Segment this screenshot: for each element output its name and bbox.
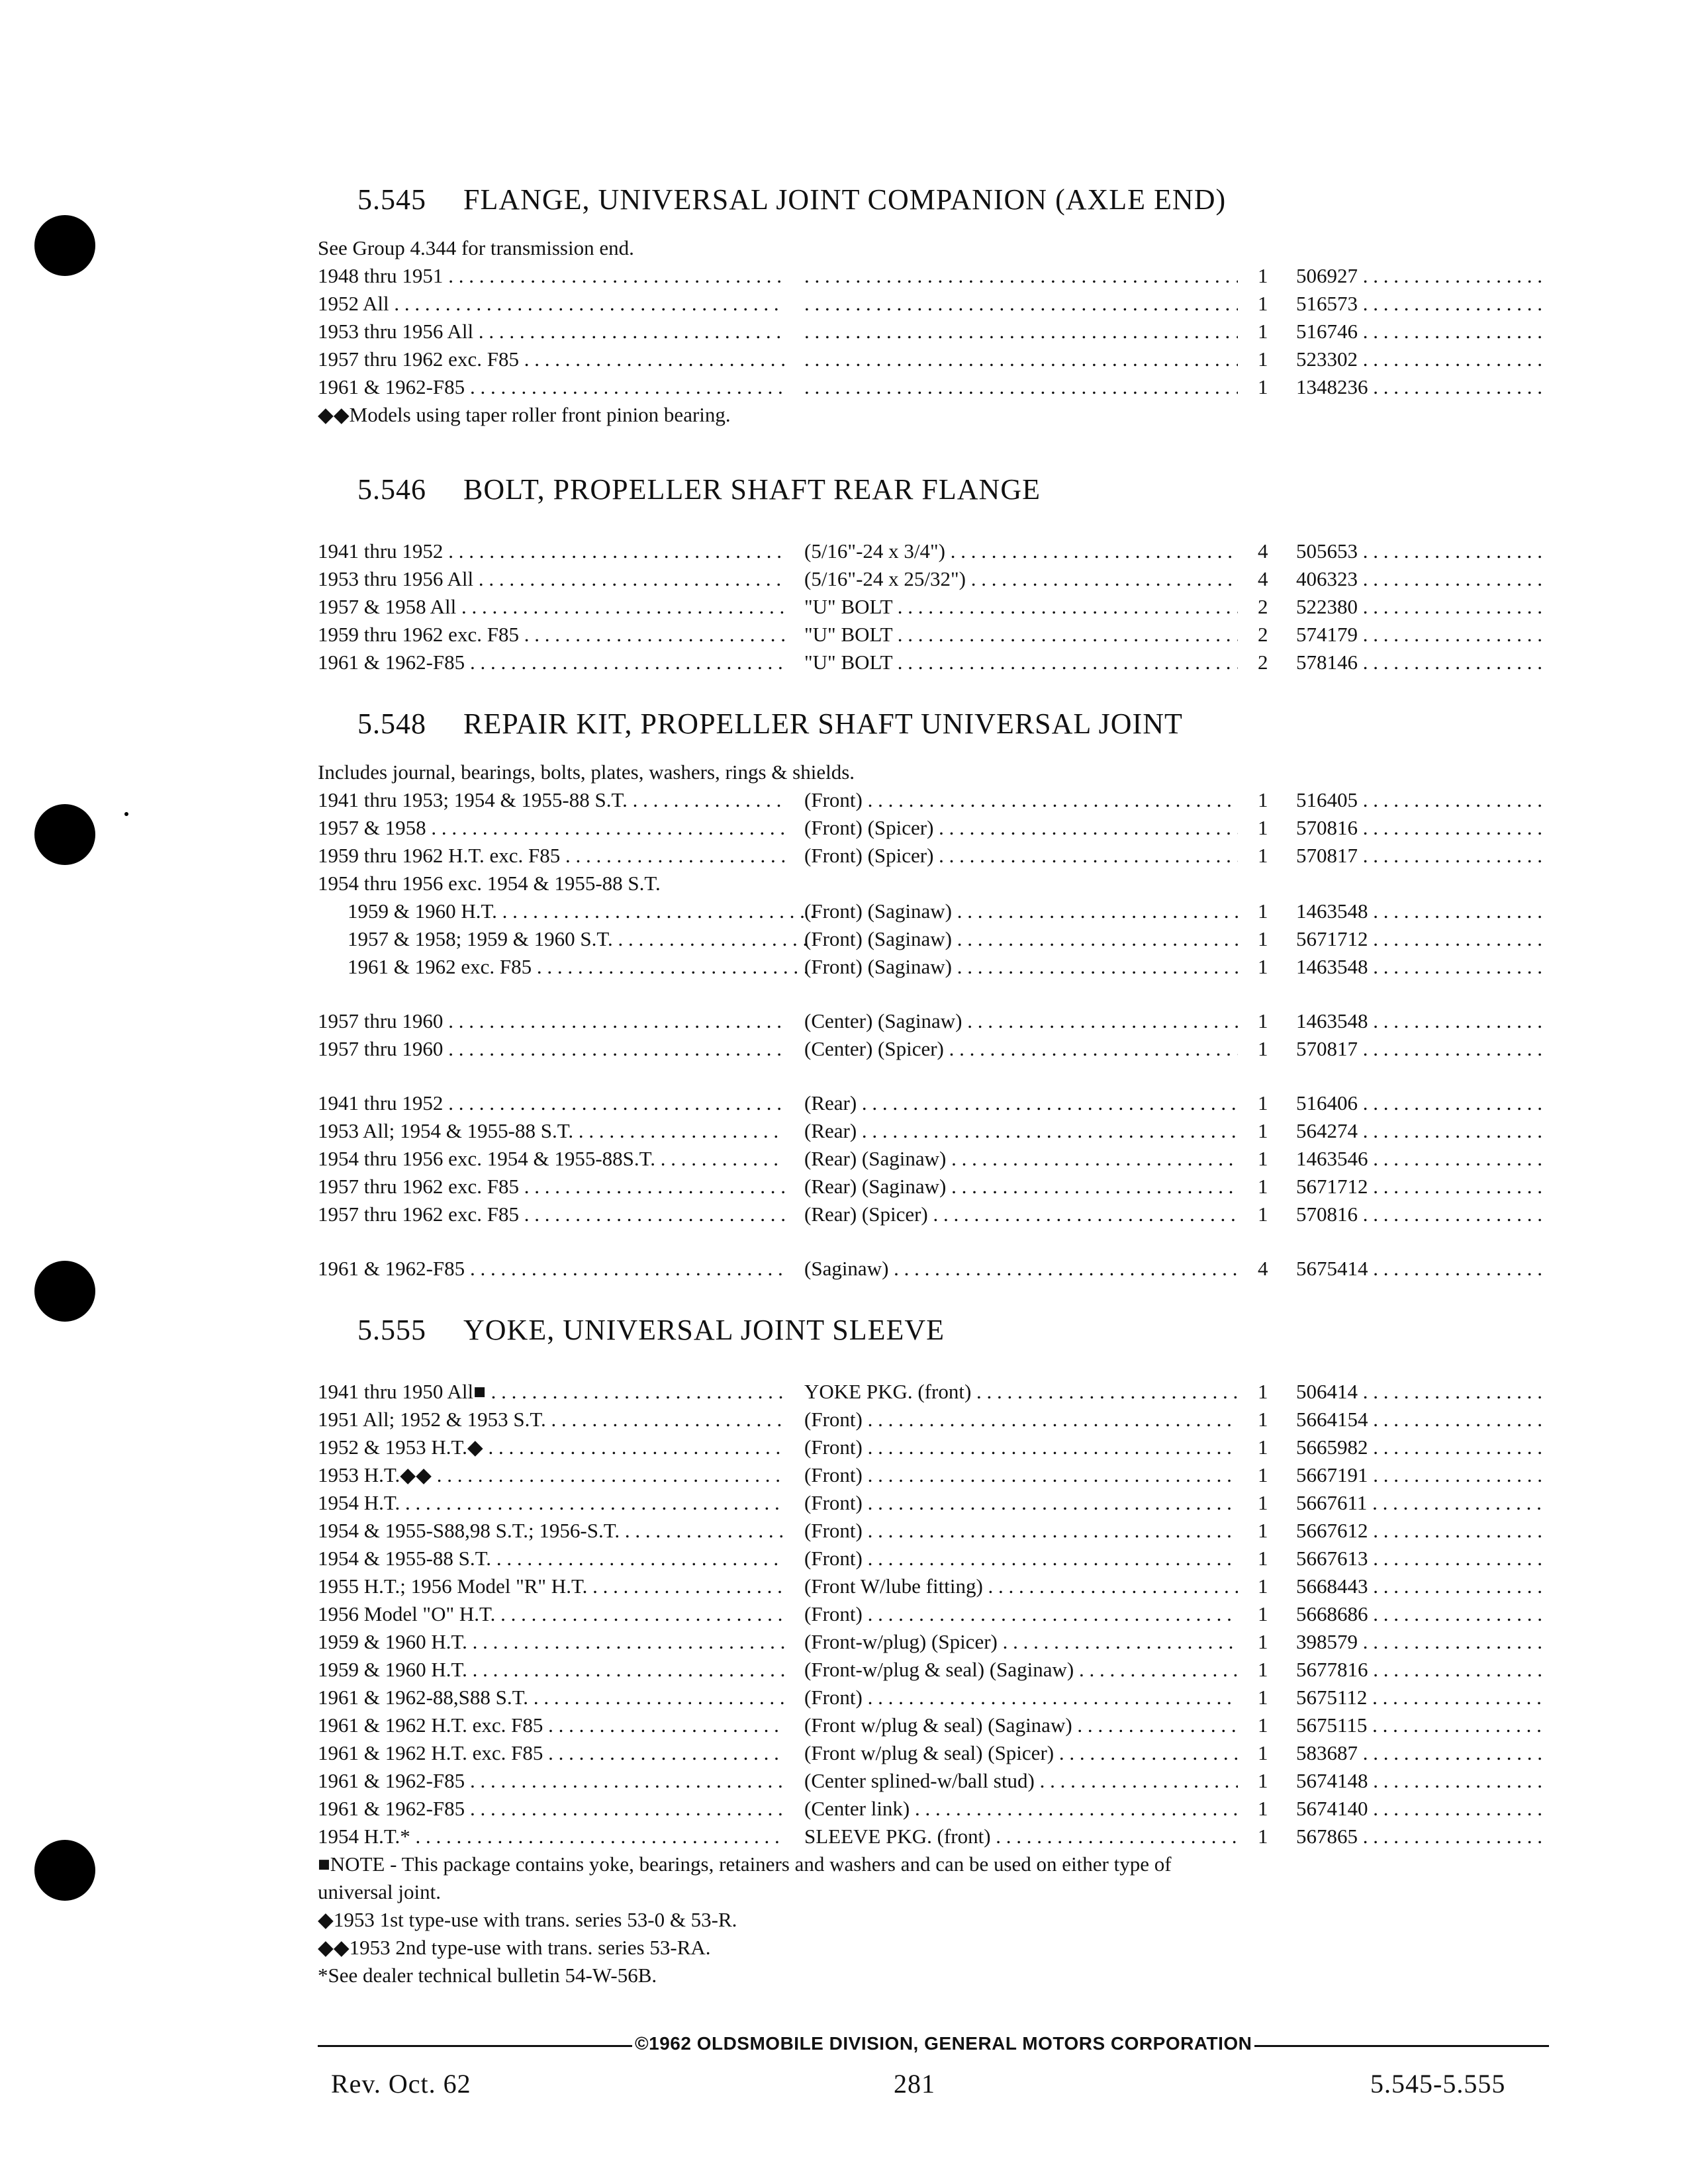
table-row [318,1433,1549,1461]
model-cell: 1953 thru 1956 All . . . [318,318,784,345]
part-number-cell: 406323 . . . [1296,565,1548,593]
table-row [318,1572,1549,1600]
quantity-cell: 1 [1258,1203,1268,1226]
table-row [318,786,1549,814]
model-cell: 1957 thru 1962 exc. F85 . . . [318,1201,784,1228]
description-cell: (Front) . . . [804,1600,1238,1628]
description-cell: (Rear) (Spicer) . . . [804,1201,1238,1228]
model-cell: 1954 thru 1956 exc. 1954 & 1955-88S.T. . . . [318,1145,784,1173]
quantity-cell: 1 [1258,1175,1268,1198]
table-row [318,1628,1549,1656]
part-number-cell: 5668443 . . . [1296,1572,1548,1600]
quantity-cell: 4 [1258,539,1268,563]
description-cell: "U" BOLT . . . [804,649,1238,676]
table-row [318,1461,1549,1489]
part-number-cell: 570817 . . . [1296,842,1548,870]
quantity-cell: 1 [1258,1686,1268,1709]
parts-table [318,1007,1549,1063]
section-range: 5.545-5.555 [1370,2069,1506,2099]
model-cell: 1957 thru 1962 exc. F85 . . . [318,345,784,373]
description-cell: (Front) (Spicer) . . . [804,814,1238,842]
part-number-cell: 574179 . . . [1296,621,1548,649]
revision-date: Rev. Oct. 62 [331,2069,471,2099]
quantity-cell: 1 [1258,1408,1268,1431]
description-cell: "U" BOLT . . . [804,593,1238,621]
footnote: universal joint. [318,1880,441,1903]
table-row [318,1489,1549,1517]
table-row [318,1117,1549,1145]
description-cell: (Rear) . . . [804,1089,1238,1117]
quantity-cell: 1 [1258,1519,1268,1542]
table-row [318,1517,1549,1545]
part-number-cell: 583687 . . . [1296,1739,1548,1767]
description-cell: (Front) . . . [804,1461,1238,1489]
part-number-cell: 567865 . . . [1296,1823,1548,1850]
quantity-cell: 1 [1258,816,1268,839]
part-number-cell: 578146 . . . [1296,649,1548,676]
table-row [318,1739,1549,1767]
section-number: 5.555 [357,1314,426,1346]
description-cell: (Front) . . . [804,1545,1238,1572]
part-number-cell: 522380 . . . [1296,593,1548,621]
quantity-cell: 1 [1258,1547,1268,1570]
table-row [318,1767,1549,1795]
description-cell: (Front w/plug & seal) (Spicer) . . . [804,1739,1238,1767]
quantity-cell: 2 [1258,651,1268,674]
model-cell: 1953 H.T.◆◆ . . . [318,1461,784,1489]
part-number-cell: 506414 . . . [1296,1378,1548,1406]
model-cell: 1952 All . . . [318,290,784,318]
section-title: BOLT, PROPELLER SHAFT REAR FLANGE [463,473,1041,506]
description-cell [804,290,1238,318]
quantity-cell: 1 [1258,1713,1268,1737]
quantity-cell: 1 [1258,375,1268,398]
description-cell: (Front) (Saginaw) . . . [804,953,1238,981]
description-cell: (Front) . . . [804,1517,1238,1545]
model-cell: 1959 & 1960 H.T. . . . [318,1628,784,1656]
table-row [318,1406,1549,1433]
table-row [318,1795,1549,1823]
table-row [318,814,1549,842]
model-cell: 1957 & 1958 . . . [318,814,784,842]
copyright-notice: ©1962 OLDSMOBILE DIVISION, GENERAL MOTORS CORPORATION [632,2033,1254,2054]
model-cell: 1956 Model "O" H.T. . . . [318,1600,784,1628]
part-number-cell: 564274 . . . [1296,1117,1548,1145]
table-row [318,621,1549,649]
table-row [318,842,1549,870]
table-row [318,1545,1549,1572]
part-number-cell: 570816 . . . [1296,814,1548,842]
part-number-cell: 505653 . . . [1296,537,1548,565]
parts-table [318,1089,1549,1228]
description-cell: (5/16"-24 x 3/4") . . . [804,537,1238,565]
model-cell: 1957 thru 1960 . . . [318,1035,784,1063]
quantity-cell: 1 [1258,955,1268,978]
table-row [318,1007,1549,1035]
footer-rule-left [318,2045,635,2047]
binder-hole-1 [34,215,95,276]
table-row [318,593,1549,621]
part-number-cell: 5671712 . . . [1296,925,1548,953]
model-cell: 1961 & 1962-F85 . . . [318,1767,784,1795]
description-cell: (Front) (Saginaw) . . . [804,897,1238,925]
section-heading [357,1309,1549,1351]
part-number-cell: 5674140 . . . [1296,1795,1548,1823]
quantity-cell: 1 [1258,264,1268,287]
table-row [318,1711,1549,1739]
model-cell: 1961 & 1962-F85 . . . [318,1255,784,1283]
description-cell: "U" BOLT . . . [804,621,1238,649]
quantity-cell: 1 [1258,899,1268,923]
model-cell: 1941 thru 1952 . . . [318,537,784,565]
quantity-cell: 1 [1258,1463,1268,1486]
description-cell: (Front) . . . [804,1489,1238,1517]
model-cell: 1957 & 1958; 1959 & 1960 S.T. . . . [318,925,814,953]
binder-hole-2 [34,804,95,865]
description-cell: (Center splined-w/ball stud) . . . [804,1767,1238,1795]
description-cell: (Rear) (Saginaw) . . . [804,1173,1238,1201]
part-number-cell: 398579 . . . [1296,1628,1548,1656]
part-number-cell: 516746 . . . [1296,318,1548,345]
description-cell: (Front) . . . [804,1406,1238,1433]
model-cell: 1955 H.T.; 1956 Model "R" H.T. . . . [318,1572,784,1600]
quantity-cell: 4 [1258,567,1268,590]
quantity-cell: 1 [1258,788,1268,811]
quantity-cell: 1 [1258,1491,1268,1514]
table-row [318,1201,1549,1228]
part-number-cell: 5667613 . . . [1296,1545,1548,1572]
model-cell: 1959 thru 1962 H.T. exc. F85 . . . [318,842,784,870]
quantity-cell: 1 [1258,320,1268,343]
table-row [318,565,1549,593]
model-cell: 1959 & 1960 H.T. . . . [318,897,814,925]
table-row [318,1684,1549,1711]
footnote: ◆◆1953 2nd type-use with trans. series 53-RA. [318,1936,711,1959]
part-number-cell: 5665982 . . . [1296,1433,1548,1461]
quantity-cell: 1 [1258,1119,1268,1142]
parts-table [318,1378,1549,1850]
part-number-cell: 5677816 . . . [1296,1656,1548,1684]
model-cell: 1961 & 1962-88,S88 S.T. . . . [318,1684,784,1711]
part-number-cell: 1463548 . . . [1296,953,1548,981]
quantity-cell: 1 [1258,292,1268,315]
table-row [318,1089,1549,1117]
description-cell [804,345,1238,373]
description-cell: (Front) . . . [804,1433,1238,1461]
part-number-cell: 1463546 . . . [1296,1145,1548,1173]
section-title: FLANGE, UNIVERSAL JOINT COMPANION (AXLE END) [463,183,1227,216]
section-intro: Includes journal, bearings, bolts, plates, washers, rings & shields. [318,760,855,784]
description-cell: (Front) . . . [804,1684,1238,1711]
model-cell: 1941 thru 1953; 1954 & 1955-88 S.T. . . . [318,786,784,814]
description-cell: (Front-w/plug) (Spicer) . . . [804,1628,1238,1656]
part-number-cell: 5675115 . . . [1296,1711,1548,1739]
description-cell: YOKE PKG. (front) . . . [804,1378,1238,1406]
section-number: 5.548 [357,707,426,740]
table-row [318,345,1549,373]
section-title: REPAIR KIT, PROPELLER SHAFT UNIVERSAL JOINT [463,707,1183,740]
model-cell: 1957 thru 1960 . . . [318,1007,784,1035]
section-number: 5.545 [357,183,426,216]
model-cell: 1961 & 1962 H.T. exc. F85 . . . [318,1711,784,1739]
model-cell: 1952 & 1953 H.T.◆ . . . [318,1433,784,1461]
part-number-cell: 506927 . . . [1296,262,1548,290]
quantity-cell: 2 [1258,623,1268,646]
model-cell: 1951 All; 1952 & 1953 S.T. . . . [318,1406,784,1433]
table-row [318,1656,1549,1684]
model-cell: 1961 & 1962-F85 . . . [318,649,784,676]
binder-hole-3 [34,1261,95,1322]
quantity-cell: 1 [1258,1147,1268,1170]
part-number-cell: 523302 . . . [1296,345,1548,373]
quantity-cell: 1 [1258,1091,1268,1115]
footnote: ◆◆Models using taper roller front pinion bearing. [318,403,731,426]
footnote: ■NOTE - This package contains yoke, bearings, retainers and washers and can be used on either type of [318,1852,1172,1876]
description-cell: (Front-w/plug & seal) (Saginaw) . . . [804,1656,1238,1684]
quantity-cell: 1 [1258,1037,1268,1060]
table-row [318,1035,1549,1063]
part-number-cell: 1463548 . . . [1296,1007,1548,1035]
section-heading [357,703,1549,745]
table-row [318,1145,1549,1173]
quantity-cell: 1 [1258,1009,1268,1032]
model-cell: 1954 H.T.* . . . [318,1823,784,1850]
part-number-cell: 5674148 . . . [1296,1767,1548,1795]
model-wrap-line: 1954 thru 1956 exc. 1954 & 1955-88 S.T. [318,872,661,895]
quantity-cell: 1 [1258,1769,1268,1792]
table-row [318,1255,1549,1283]
description-cell [804,318,1238,345]
section-number: 5.546 [357,473,426,506]
part-number-cell: 570816 . . . [1296,1201,1548,1228]
model-cell: 1954 & 1955-88 S.T. . . . [318,1545,784,1572]
description-cell: (Saginaw) . . . [804,1255,1238,1283]
table-row [318,537,1549,565]
quantity-cell: 1 [1258,927,1268,950]
section-heading [357,469,1549,511]
quantity-cell: 1 [1258,347,1268,371]
quantity-cell: 1 [1258,1741,1268,1764]
model-cell: 1961 & 1962-F85 . . . [318,1795,784,1823]
description-cell: SLEEVE PKG. (front) . . . [804,1823,1238,1850]
parts-table [318,1255,1549,1283]
model-cell: 1948 thru 1951 . . . [318,262,784,290]
description-cell: (Front) (Spicer) . . . [804,842,1238,870]
part-number-cell: 516573 . . . [1296,290,1548,318]
part-number-cell: 5675414 . . . [1296,1255,1548,1283]
model-cell: 1959 thru 1962 exc. F85 . . . [318,621,784,649]
description-cell: (Front) (Saginaw) . . . [804,925,1238,953]
part-number-cell: 1348236 . . . [1296,373,1548,401]
binder-hole-4 [34,1840,95,1901]
table-row [318,318,1549,345]
parts-table [318,262,1549,401]
part-number-cell: 5667611 . . . [1296,1489,1548,1517]
description-cell: (Center link) . . . [804,1795,1238,1823]
description-cell: (Rear) . . . [804,1117,1238,1145]
quantity-cell: 1 [1258,1797,1268,1820]
table-row [318,649,1549,676]
part-number-cell: 570817 . . . [1296,1035,1548,1063]
table-row [318,925,1549,953]
section-title: YOKE, UNIVERSAL JOINT SLEEVE [463,1314,945,1346]
model-cell: 1961 & 1962 H.T. exc. F85 . . . [318,1739,784,1767]
table-row [318,1378,1549,1406]
model-cell: 1954 & 1955-S88,98 S.T.; 1956-S.T. . . . [318,1517,784,1545]
parts-table [318,537,1549,676]
table-row [318,1823,1549,1850]
quantity-cell: 1 [1258,1435,1268,1459]
description-cell: (Front) . . . [804,786,1238,814]
section-intro: See Group 4.344 for transmission end. [318,236,634,259]
quantity-cell: 1 [1258,1658,1268,1681]
table-row [318,1600,1549,1628]
description-cell: (Front W/lube fitting) . . . [804,1572,1238,1600]
description-cell: (Center) (Spicer) . . . [804,1035,1238,1063]
footnote: *See dealer technical bulletin 54-W-56B. [318,1964,657,1987]
table-row [318,1173,1549,1201]
model-cell: 1961 & 1962 exc. F85 . . . [318,953,814,981]
part-number-cell: 5675112 . . . [1296,1684,1548,1711]
table-row [318,897,1549,925]
description-cell [804,262,1238,290]
quantity-cell: 1 [1258,1825,1268,1848]
footnote: ◆1953 1st type-use with trans. series 53-0 & 53-R. [318,1908,737,1931]
quantity-cell: 1 [1258,1574,1268,1598]
part-number-cell: 5667612 . . . [1296,1517,1548,1545]
quantity-cell: 1 [1258,1630,1268,1653]
parts-catalog [318,179,1549,1989]
parts-table [318,897,1549,981]
description-cell: (5/16"-24 x 25/32") . . . [804,565,1238,593]
description-cell: (Center) (Saginaw) . . . [804,1007,1238,1035]
table-row [318,262,1549,290]
description-cell: (Rear) (Saginaw) . . . [804,1145,1238,1173]
model-cell: 1961 & 1962-F85 . . . [318,373,784,401]
quantity-cell: 1 [1258,1380,1268,1403]
model-cell: 1957 thru 1962 exc. F85 . . . [318,1173,784,1201]
description-cell: (Front w/plug & seal) (Saginaw) . . . [804,1711,1238,1739]
part-number-cell: 1463548 . . . [1296,897,1548,925]
table-row [318,953,1549,981]
part-number-cell: 5671712 . . . [1296,1173,1548,1201]
quantity-cell: 1 [1258,1602,1268,1625]
model-cell: 1957 & 1958 All . . . [318,593,784,621]
part-number-cell: 516406 . . . [1296,1089,1548,1117]
model-cell: 1959 & 1960 H.T. . . . [318,1656,784,1684]
table-row [318,373,1549,401]
scan-speck [124,812,128,816]
description-cell [804,373,1238,401]
section-heading [357,179,1549,221]
part-number-cell: 5668686 . . . [1296,1600,1548,1628]
part-number-cell: 5664154 . . . [1296,1406,1548,1433]
table-row [318,290,1549,318]
model-cell: 1941 thru 1950 All■ . . . [318,1378,784,1406]
page-number: 281 [894,2069,935,2099]
parts-table [318,786,1549,870]
part-number-cell: 5667191 . . . [1296,1461,1548,1489]
quantity-cell: 2 [1258,595,1268,618]
quantity-cell: 4 [1258,1257,1268,1280]
model-cell: 1953 thru 1956 All . . . [318,565,784,593]
model-cell: 1953 All; 1954 & 1955-88 S.T. . . . [318,1117,784,1145]
part-number-cell: 516405 . . . [1296,786,1548,814]
model-cell: 1941 thru 1952 . . . [318,1089,784,1117]
quantity-cell: 1 [1258,844,1268,867]
model-cell: 1954 H.T. . . . [318,1489,784,1517]
